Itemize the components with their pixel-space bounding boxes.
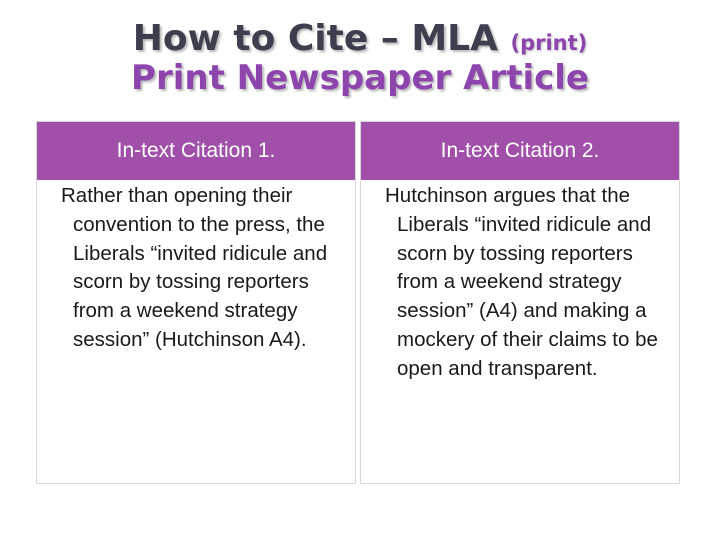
title-print-tag: (print) — [510, 31, 588, 55]
citation-1-header: In-text Citation 1. — [37, 122, 355, 180]
citation-column-2 — [360, 121, 680, 484]
citation-2-text: Hutchinson argues that the Liberals “invited ridicule and scorn by tossing reporters from a weekend strategy session” (A4) and making a mockery of their claims to be open and transparent. — [385, 184, 658, 380]
title-main-text: How to Cite – MLA — [132, 18, 498, 59]
title-line-2: Print Newspaper Article — [131, 58, 589, 99]
citation-column-1 — [36, 121, 356, 484]
citation-2-header: In-text Citation 2. — [361, 122, 679, 180]
citation-1-text: Rather than opening their convention to the press, the Liberals “invited ridicule and scorn by tossing reporters from a weekend strategy session” (Hutchinson A4). — [61, 184, 328, 351]
title-line-1 — [0, 18, 720, 59]
slide-title — [0, 18, 720, 98]
